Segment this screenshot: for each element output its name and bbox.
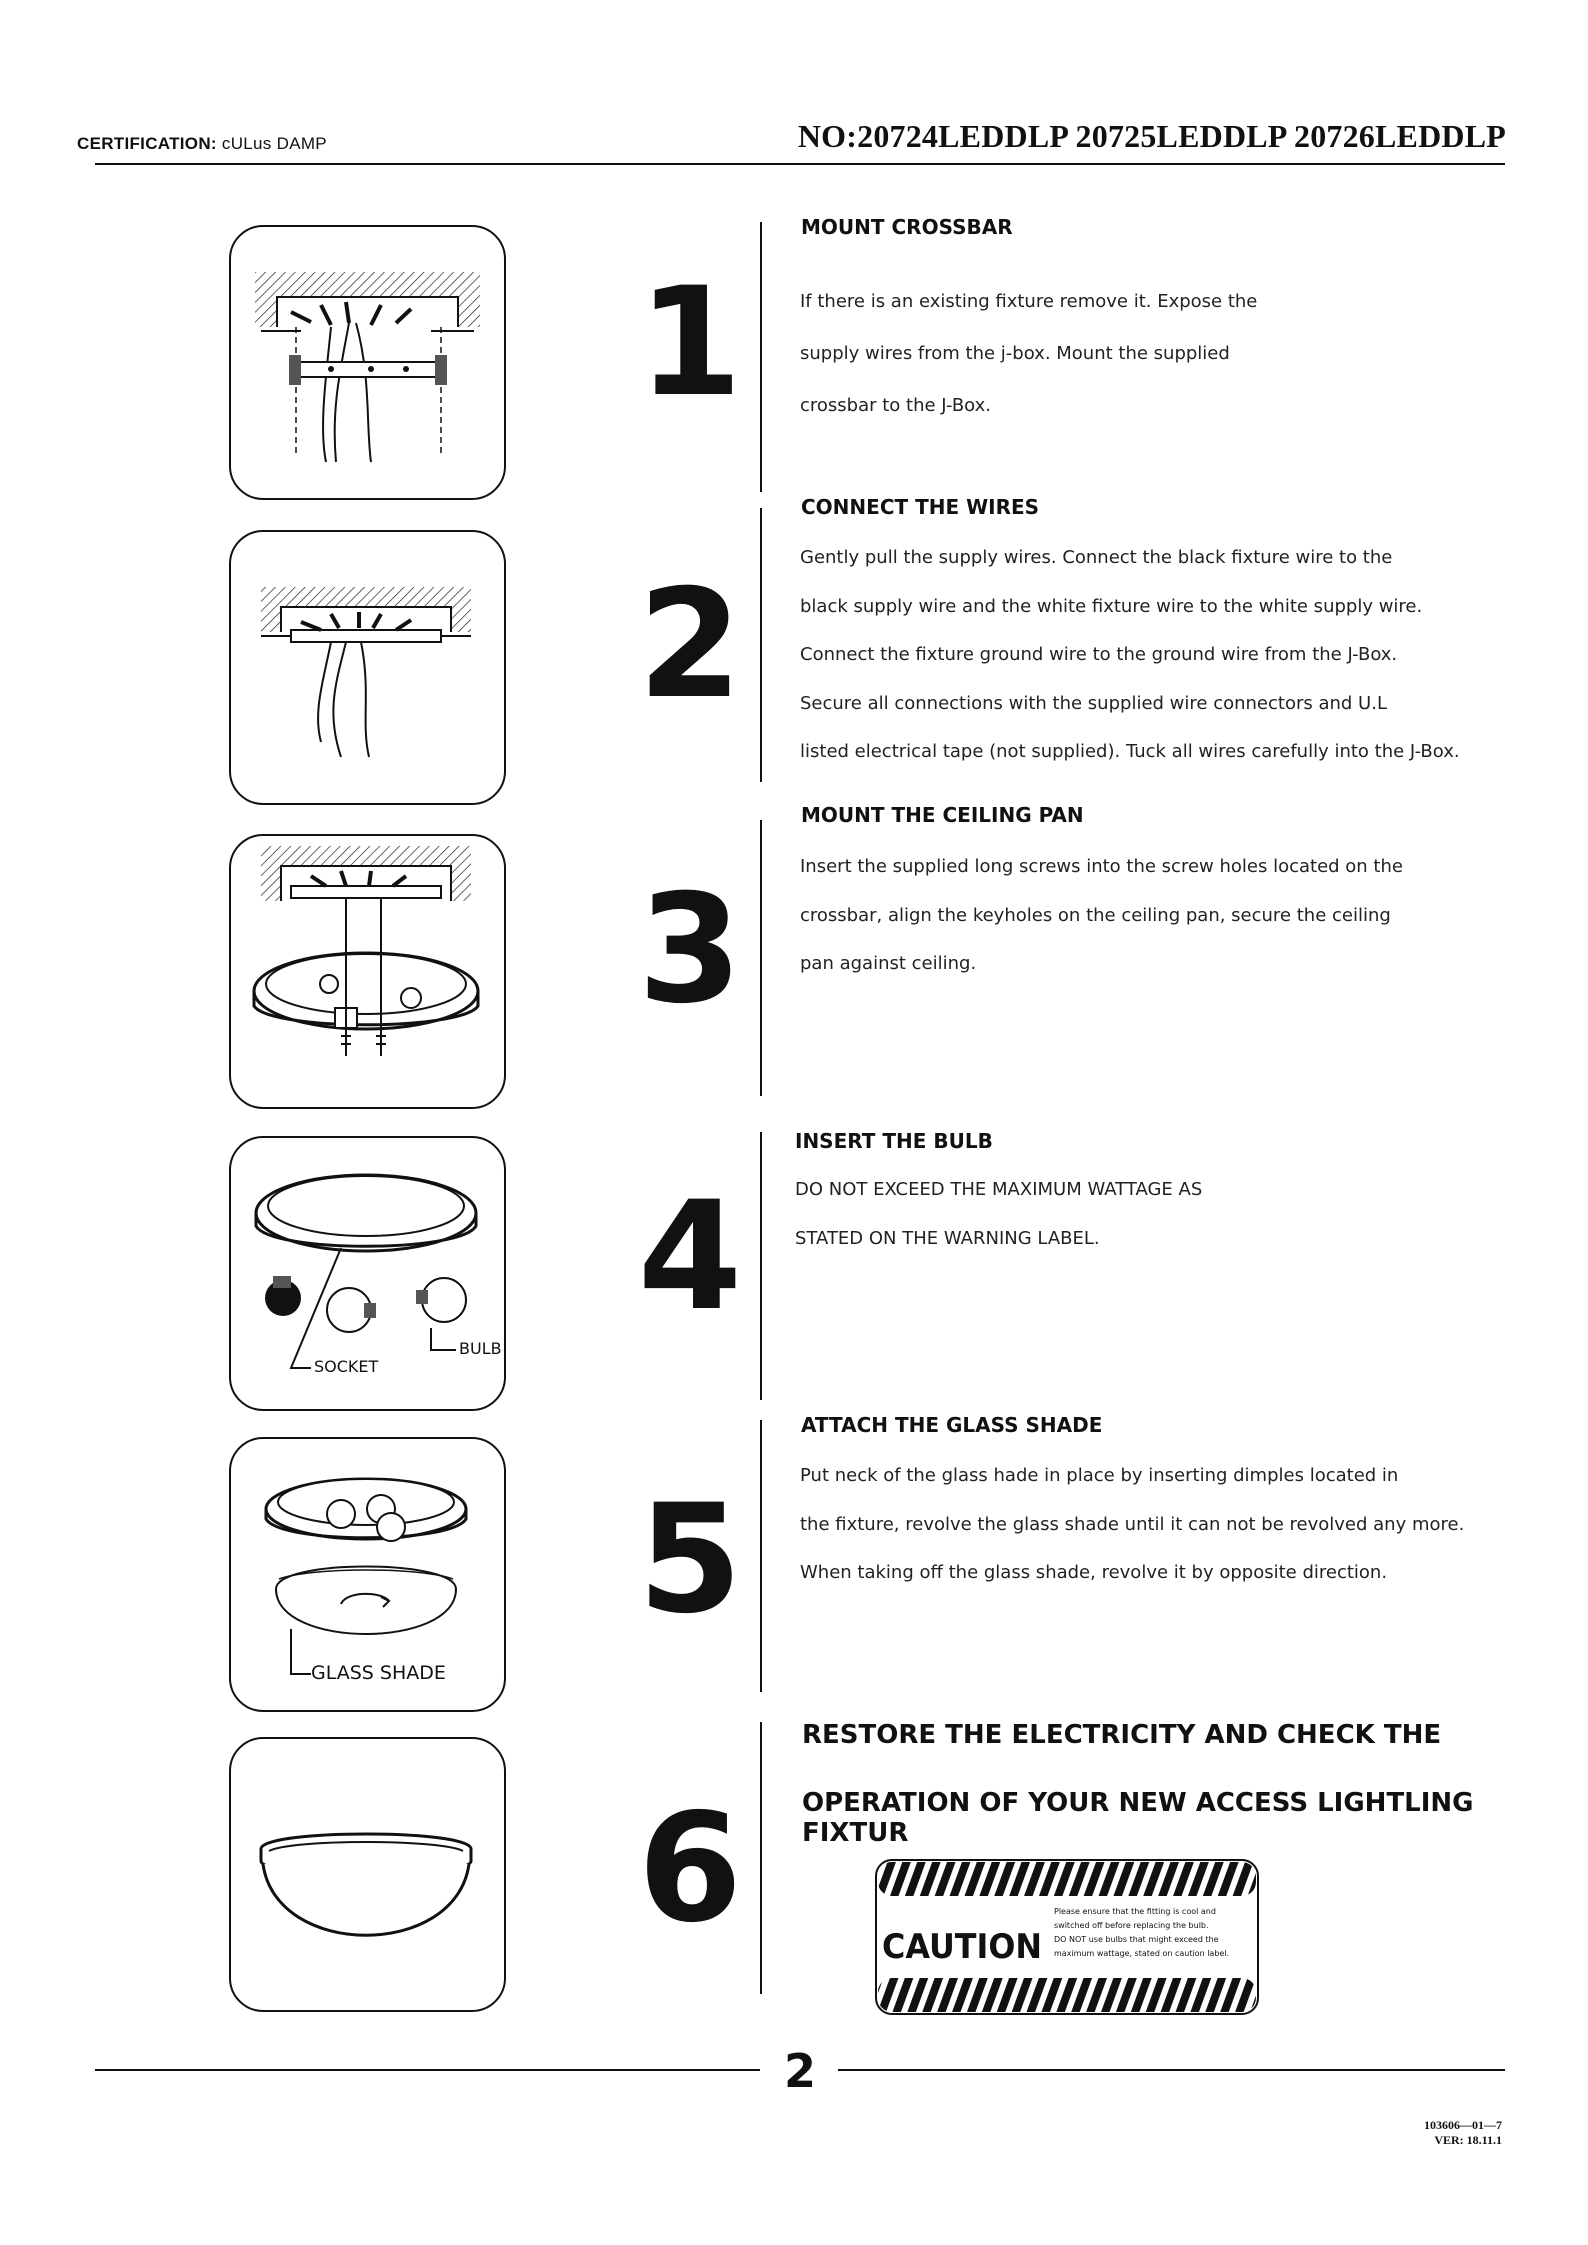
step-5-title: ATTACH THE GLASS SHADE <box>801 1413 1103 1437</box>
glass-shade-label: GLASS SHADE <box>311 1662 446 1684</box>
caution-text-line: switched off before replacing the bulb. <box>1054 1921 1209 1930</box>
step-2-illustration <box>229 530 506 805</box>
step-2-divider <box>760 508 762 782</box>
socket-label: SOCKET <box>314 1357 379 1376</box>
step-1-number: 1 <box>637 256 743 430</box>
bulb-label: BULB <box>459 1339 502 1358</box>
document-code <box>1424 2118 1502 2148</box>
model-numbers: NO:20724LEDDLP 20725LEDDLP 20726LEDDLP <box>797 118 1506 154</box>
step-6-illustration <box>229 1737 506 2012</box>
step-4-divider <box>760 1132 762 1400</box>
footer-rule-right <box>838 2069 1505 2071</box>
step-1-line: supply wires from the j-box. Mount the supplied <box>800 343 1230 364</box>
certification-value: cULus DAMP <box>221 134 327 153</box>
step-1-line: crossbar to the J-Box. <box>800 395 992 416</box>
step-1-title: MOUNT CROSSBAR <box>801 215 1013 239</box>
certification <box>77 134 327 154</box>
step-3-line: crossbar, align the keyholes on the ceiling pan, secure the ceiling <box>800 904 1391 926</box>
step-4-title: INSERT THE BULB <box>795 1129 993 1153</box>
step-2-title: CONNECT THE WIRES <box>801 495 1040 519</box>
finished-fixture-diagram <box>231 1739 504 2010</box>
step-3-number: 3 <box>637 863 743 1037</box>
step-5-line: When taking off the glass shade, revolve it by opposite direction. <box>800 1562 1388 1583</box>
step-1-line: If there is an existing fixture remove it. Expose the <box>800 291 1258 312</box>
step-5-text <box>800 1452 1464 1598</box>
step-5-illustration <box>229 1437 506 1712</box>
step-6-divider <box>760 1722 762 1994</box>
step-3-divider <box>760 820 762 1096</box>
step-5-number: 5 <box>637 1473 743 1647</box>
crossbar-diagram <box>231 227 504 498</box>
step-4-text <box>795 1166 1202 1263</box>
step-2-line: Connect the fixture ground wire to the ground wire from the J-Box. <box>800 644 1398 665</box>
step-3-text <box>800 843 1403 989</box>
doc-version: VER: 18.11.1 <box>1434 2133 1502 2147</box>
footer-rule-left <box>95 2069 760 2071</box>
step-6-number: 6 <box>637 1782 743 1956</box>
step-5-line: the fixture, revolve the glass shade until it can not be revolved any more. <box>800 1513 1465 1535</box>
caution-text-line: maximum wattage, stated on caution label. <box>1054 1949 1230 1958</box>
caution-text-line: Please ensure that the fitting is cool and <box>1054 1907 1216 1916</box>
step-3-title: MOUNT THE CEILING PAN <box>801 803 1084 827</box>
step-3-illustration <box>229 834 506 1109</box>
step-2-line: Secure all connections with the supplied wire connectors and U.L <box>800 692 1387 714</box>
step-1-text <box>800 276 1257 432</box>
header-rule <box>95 163 1505 165</box>
wiring-diagram <box>231 532 504 803</box>
step-2-text <box>800 534 1460 777</box>
caution-label-graphic <box>874 1858 1260 2016</box>
step-4-line: DO NOT EXCEED THE MAXIMUM WATTAGE AS <box>795 1179 1203 1200</box>
certification-label: CERTIFICATION: <box>77 134 217 153</box>
step-5-divider <box>760 1420 762 1692</box>
step-4-number: 4 <box>637 1170 743 1344</box>
step-1-illustration <box>229 225 506 500</box>
bulb-diagram <box>231 1138 504 1409</box>
step-2-line: Gently pull the supply wires. Connect the black fixture wire to the <box>800 547 1393 568</box>
caution-label <box>874 1858 1260 2016</box>
step-2-line: listed electrical tape (not supplied). Tuck all wires carefully into the J-Box. <box>800 741 1460 762</box>
doc-code: 103606—01—7 <box>1424 2118 1502 2132</box>
step-1-divider <box>760 222 762 492</box>
step-4-line: STATED ON THE WARNING LABEL. <box>795 1227 1100 1249</box>
ceiling-pan-diagram <box>231 836 504 1107</box>
step-2-number: 2 <box>637 558 743 732</box>
step-5-line: Put neck of the glass hade in place by inserting dimples located in <box>800 1465 1399 1486</box>
caution-heading: CAUTION <box>882 1927 1042 1967</box>
caution-text-line: DO NOT use bulbs that might exceed the <box>1054 1935 1219 1944</box>
step-4-illustration <box>229 1136 506 1411</box>
step-3-line: pan against ceiling. <box>800 953 977 974</box>
step-6-title-line-2: OPERATION OF YOUR NEW ACCESS LIGHTLING FIXTUR <box>802 1788 1474 1848</box>
glass-shade-diagram <box>231 1439 504 1710</box>
step-6-title-line-1: RESTORE THE ELECTRICITY AND CHECK THE <box>802 1720 1442 1750</box>
page-number: 2 <box>784 2044 817 2098</box>
step-3-line: Insert the supplied long screws into the screw holes located on the <box>800 856 1403 877</box>
step-2-line: black supply wire and the white fixture wire to the white supply wire. <box>800 595 1423 617</box>
